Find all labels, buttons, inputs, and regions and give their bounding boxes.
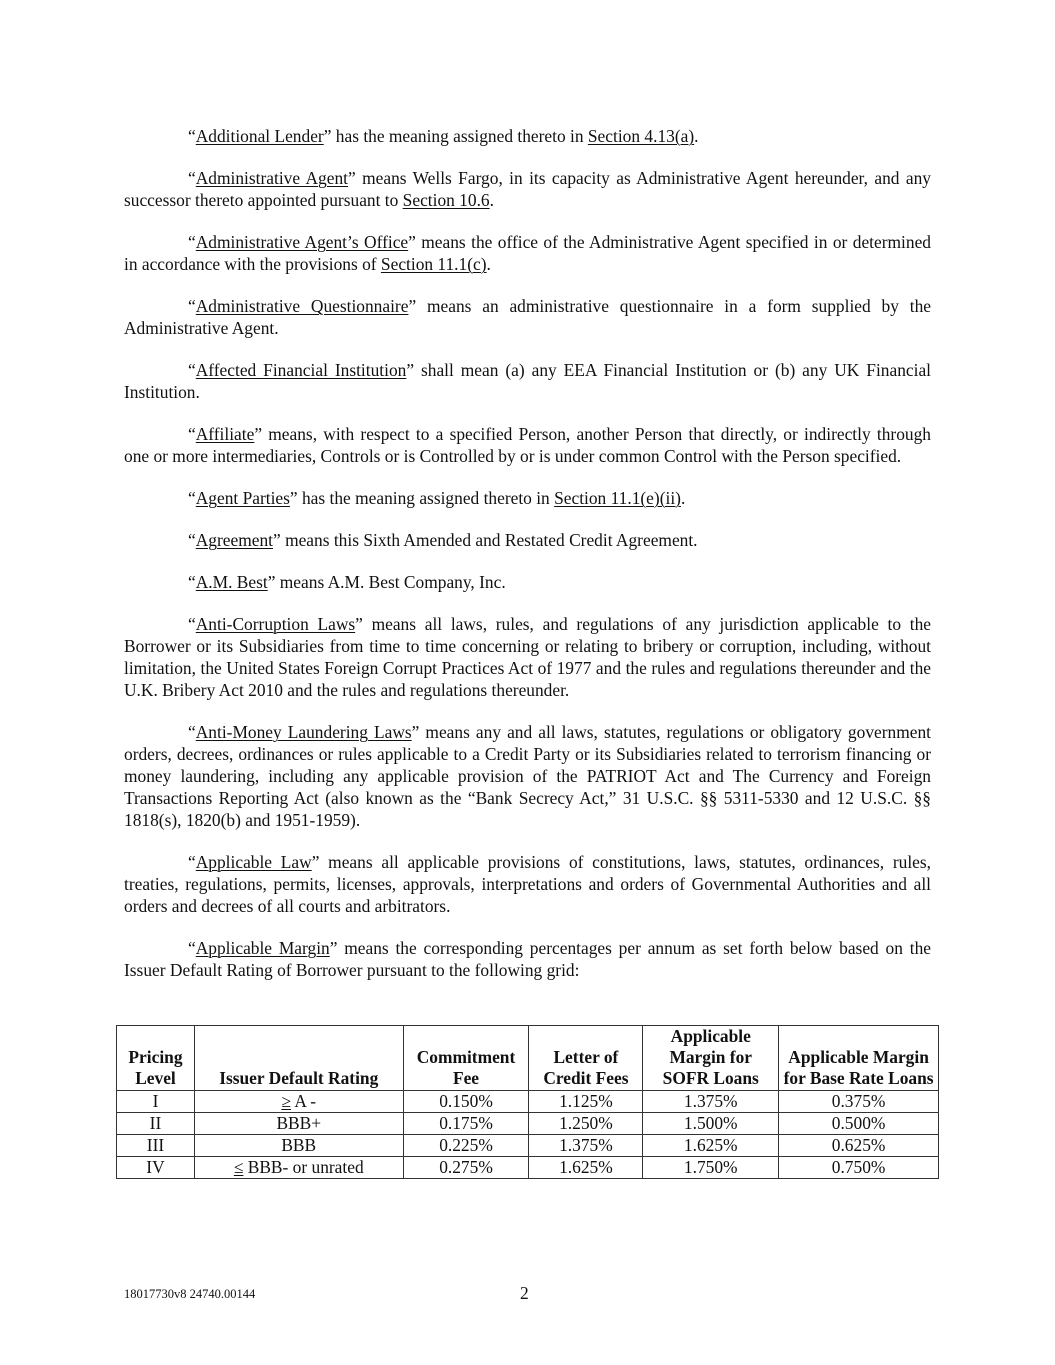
table-row xyxy=(117,1091,939,1113)
table-header-row xyxy=(117,1026,939,1091)
cell-sofr-margin: 1.500% xyxy=(643,1113,779,1135)
cell-lc-fees: 1.125% xyxy=(529,1091,643,1113)
cell-level: II xyxy=(117,1113,195,1135)
header-commitment-fee: Commitment Fee xyxy=(403,1026,529,1091)
cell-base-margin: 0.375% xyxy=(779,1091,939,1113)
defined-term: Additional Lender xyxy=(195,126,324,146)
section-reference: Section 4.13(a) xyxy=(587,126,695,146)
cell-base-margin: 0.750% xyxy=(779,1157,939,1179)
header-sofr-margin: Applicable Margin for SOFR Loans xyxy=(643,1026,779,1091)
cell-commitment-fee: 0.150% xyxy=(403,1091,529,1113)
rating-symbol: ≤ xyxy=(233,1157,244,1177)
cell-base-margin: 0.500% xyxy=(779,1113,939,1135)
defined-term: Applicable Law xyxy=(195,852,312,872)
defined-term: Affected Financial Institution xyxy=(195,360,407,380)
defined-term: Agreement xyxy=(195,530,273,550)
definition-additional-lender: “Additional Lender” has the meaning assigned thereto in Section 4.13(a). xyxy=(188,126,699,146)
defined-term: Anti-Money Laundering Laws xyxy=(195,722,412,742)
definition-am-best: “A.M. Best” means A.M. Best Company, Inc. xyxy=(188,572,506,592)
defined-term: A.M. Best xyxy=(195,572,268,592)
cell-sofr-margin: 1.375% xyxy=(643,1091,779,1113)
defined-term: Administrative Agent’s Office xyxy=(195,232,409,252)
definitions-section xyxy=(124,125,931,981)
definition-affected-financial-institution: “Affected Financial Institution” shall mean (a) any EEA Financial Institution or (b) any UK Financial Institution. xyxy=(124,360,931,402)
cell-level: I xyxy=(117,1091,195,1113)
header-issuer-default-rating: Issuer Default Rating xyxy=(194,1026,403,1091)
defined-term: Administrative Agent xyxy=(195,168,348,188)
defined-term: Administrative Questionnaire xyxy=(195,296,409,316)
definition-anti-money-laundering-laws: “Anti-Money Laundering Laws” means any and all laws, statutes, regulations or obligatory government orders, decrees, ordinances or rules applicable to a Credit Party or its Subsidiaries related to terrorism financing or money laundering, including any applicable provision of the PATRIOT Act and The Currency and Foreign Transactions Reporting Act (also known as the “Bank Secrecy Act,” 31 U.S.C. §§ 5311-5330 and 12 U.S.C. §§ 1818(s), 1820(b) and 1951-1959). xyxy=(124,722,931,830)
header-pricing-level: Pricing Level xyxy=(117,1026,195,1091)
definition-administrative-questionnaire: “Administrative Questionnaire” means an administrative questionnaire in a form supplied by the Administrative Agent. xyxy=(124,296,931,338)
cell-rating: ≤ BBB- or unrated xyxy=(194,1157,403,1179)
definition-agreement: “Agreement” means this Sixth Amended and Restated Credit Agreement. xyxy=(188,530,698,550)
cell-level: III xyxy=(117,1135,195,1157)
header-base-rate-margin: Applicable Margin for Base Rate Loans xyxy=(779,1026,939,1091)
cell-commitment-fee: 0.225% xyxy=(403,1135,529,1157)
cell-rating: BBB xyxy=(194,1135,403,1157)
pricing-grid-table xyxy=(116,1025,939,1179)
cell-rating: BBB+ xyxy=(194,1113,403,1135)
table-row xyxy=(117,1157,939,1179)
definition-administrative-agent: “Administrative Agent” means Wells Fargo, in its capacity as Administrative Agent hereunder, and any successor thereto appointed pursuant to Section 10.6. xyxy=(124,168,931,210)
cell-lc-fees: 1.250% xyxy=(529,1113,643,1135)
cell-sofr-margin: 1.750% xyxy=(643,1157,779,1179)
defined-term: Anti-Corruption Laws xyxy=(195,614,356,634)
cell-commitment-fee: 0.275% xyxy=(403,1157,529,1179)
cell-base-margin: 0.625% xyxy=(779,1135,939,1157)
definition-anti-corruption-laws: “Anti-Corruption Laws” means all laws, rules, and regulations of any jurisdiction applicable to the Borrower or its Subsidiaries from time to time concerning or relating to bribery or corruption, including, without limitation, the United States Foreign Corrupt Practices Act of 1977 and the rules and regulations thereunder and the U.K. Bribery Act 2010 and the rules and regulations thereunder. xyxy=(124,614,931,700)
document-id: 18017730v8 24740.00144 xyxy=(124,1287,256,1301)
defined-term: Affiliate xyxy=(195,424,255,444)
page-number: 2 xyxy=(520,1283,529,1303)
rating-symbol: ≥ xyxy=(281,1091,291,1111)
table-row xyxy=(117,1113,939,1135)
section-reference: Section 10.6 xyxy=(402,190,490,210)
cell-rating: ≥ A - xyxy=(194,1091,403,1113)
definition-affiliate: “Affiliate” means, with respect to a specified Person, another Person that directly, or indirectly through one or more intermediaries, Controls or is Controlled by or is under common Control with the Person specified. xyxy=(124,424,931,466)
cell-commitment-fee: 0.175% xyxy=(403,1113,529,1135)
definition-agent-parties: “Agent Parties” has the meaning assigned thereto in Section 11.1(e)(ii). xyxy=(188,488,686,508)
definition-applicable-margin: “Applicable Margin” means the corresponding percentages per annum as set forth below based on the Issuer Default Rating of Borrower pursuant to the following grid: xyxy=(124,938,931,980)
table-row xyxy=(117,1135,939,1157)
defined-term: Agent Parties xyxy=(195,488,290,508)
defined-term: Applicable Margin xyxy=(195,938,330,958)
header-letter-of-credit-fees: Letter of Credit Fees xyxy=(529,1026,643,1091)
definition-applicable-law: “Applicable Law” means all applicable provisions of constitutions, laws, statutes, ordinances, rules, treaties, regulations, permits, licenses, approvals, interpretations and orders of Governmental Authorities and all orders and decrees of all courts and arbitrators. xyxy=(124,852,932,916)
definition-administrative-agents-office: “Administrative Agent’s Office” means the office of the Administrative Agent specified in or determined in accordance with the provisions of Section 11.1(c). xyxy=(124,232,931,274)
cell-lc-fees: 1.375% xyxy=(529,1135,643,1157)
section-reference: Section 11.1(c) xyxy=(380,254,487,274)
cell-lc-fees: 1.625% xyxy=(529,1157,643,1179)
cell-level: IV xyxy=(117,1157,195,1179)
cell-sofr-margin: 1.625% xyxy=(643,1135,779,1157)
section-reference: Section 11.1(e)(ii) xyxy=(554,488,681,508)
